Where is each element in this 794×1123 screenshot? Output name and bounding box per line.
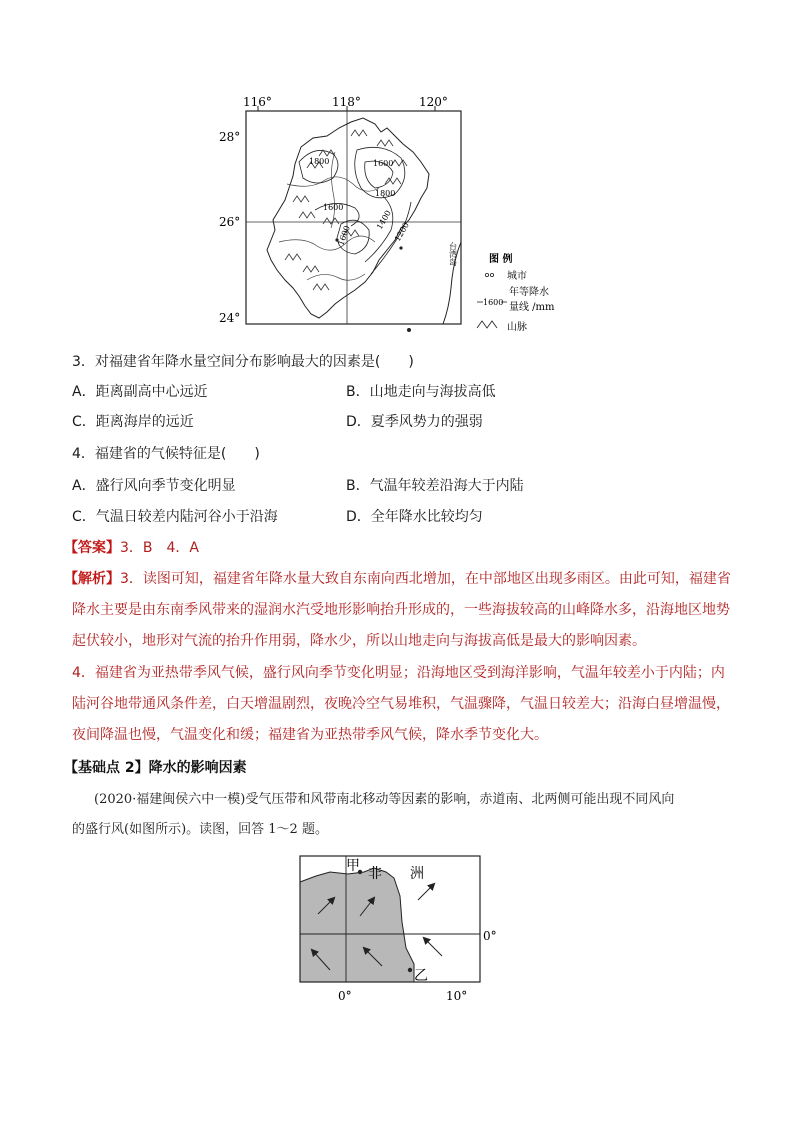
river-1 [287,177,379,191]
river-2 [279,236,375,250]
fujian-map-svg [215,92,575,342]
legend-mountain-label: 山脉 [507,322,527,333]
lon-0-label: 0° [338,989,352,1003]
legend-city-icon [485,273,488,276]
point-yi-label: 乙 [414,968,428,984]
q4-option-d[interactable]: D．全年降水比较均匀 [346,509,483,525]
isohyet-label: 1200 [392,220,411,243]
mountain-range-symbols [285,130,407,290]
legend-title: 图 例 [489,254,513,265]
isohyet-label: 1600 [336,224,352,247]
taiwan-label: 台湾岛 [448,242,458,266]
q3-option-a[interactable]: A．距离副高中心远近 [72,384,208,400]
q3-option-c[interactable]: C．距离海岸的远近 [72,414,194,430]
fujian-map [215,92,575,342]
q4-option-b[interactable]: B．气温年较差沿海大于内陆 [346,478,524,494]
answer-label: 【答案】 [64,540,120,556]
intro-line-2: 的盛行风(如图所示)。读图，回答 1～2 题。 [72,822,328,837]
legend-mountain-icon [477,321,497,328]
analysis-text-2: 4．福建省为亚热带季风气候，盛行风向季节变化明显；沿海地区受到海洋影响，气温年较差小于内陆；内陆河谷地带通风条件差，白天增温剧烈，夜晚冷空气易堆积，气温骤降，气温日较差大；沿海白昼增温慢，夜间降温也慢，气温变化和缓；福建省为亚热带季风气候，降水季节变化大。 [72,665,730,743]
legend-isohyet-sample: 1600 [483,298,504,307]
isohyet-label: 1800 [375,189,396,198]
river-4 [331,152,335,228]
analysis-para-2 [72,658,732,751]
legend-isohyet-line2: 量线 /mm [509,302,555,313]
q3-stem: 3．对福建省年降水量空间分布影响最大的因素是( ) [72,354,414,370]
q4-option-c[interactable]: C．气温日较差内陆河谷小于沿海 [72,509,278,525]
isohyet-label: 1800 [309,157,330,166]
legend-isohyet-line1: 年等降水 [509,287,549,298]
lon-label-120: 120° [419,95,448,109]
lon-10-label: 10° [446,989,468,1003]
map-frame [246,111,461,324]
equator-label: 0° [483,929,497,943]
city-dot [407,328,411,332]
intro-line-1: (2020·福建闽侯六中一模)受气压带和风带南北移动等因素的影响，赤道南、北两侧可能出现不同风向 [94,792,675,807]
isohyet-label: 1600 [323,203,344,212]
region-label: 非 洲 [368,866,424,882]
answer-line [64,538,199,558]
africa-wind-map [290,852,510,1008]
analysis-text-1: 3．读图可知，福建省年降水量大致自东南向西北增加，在中部地区出现多雨区。由此可知，福建省降水主要是由东南季风带来的湿润水汽受地形影响抬升形成的，一些海拔较高的山峰降水多，沿海地区地势起伏较小，地形对气流的抬升作用弱，降水少，所以山地走向与海拔高低是最大的影响因素。 [72,571,731,649]
q3-option-d[interactable]: D．夏季风势力的强弱 [346,414,483,430]
lat-label-24: 24° [219,311,241,325]
q4-stem: 4．福建省的气候特征是( ) [72,446,260,462]
isohyet-label: 1400 [374,208,393,231]
lat-label-28: 28° [219,130,241,144]
wind-arrow [424,938,442,956]
africa-wind-map-svg [290,852,510,1008]
wind-arrow [418,884,434,900]
map-legend [477,252,555,333]
q3-option-b[interactable]: B．山地走向与海拔高低 [346,384,496,400]
river-3 [307,274,365,280]
analysis-label: 【解析】 [64,571,120,587]
fujian-outline [267,118,429,318]
section-title: 【基础点 2】降水的影响因素 [64,760,247,776]
lon-label-118: 118° [332,95,361,109]
city-dot [399,246,402,249]
q4-option-a[interactable]: A．盛行风向季节变化明显 [72,478,236,494]
lon-label-116: 116° [243,95,272,109]
analysis-para-1 [64,564,732,657]
isohyet-label: 1600 [373,159,394,168]
lat-label-26: 26° [219,215,241,229]
answer-text: 3．B 4．A [120,540,199,556]
point-yi-dot [408,968,412,972]
point-jia-label: 甲 [346,858,360,874]
legend-city-label: 城市 [507,271,527,282]
sea-area [300,868,414,982]
